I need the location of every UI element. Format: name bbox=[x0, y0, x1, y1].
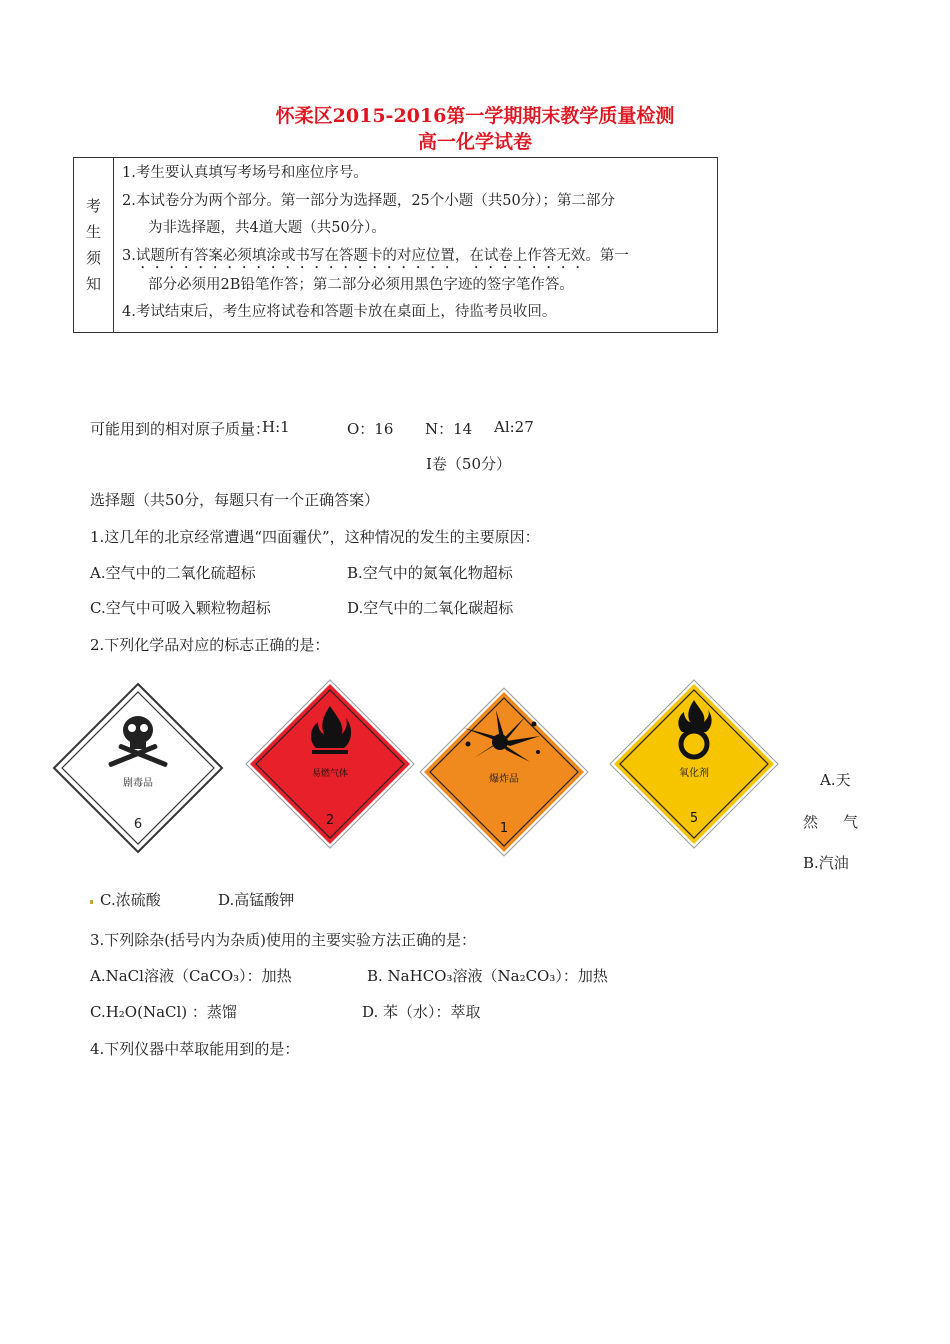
hazard-sign-number: 5 bbox=[689, 811, 699, 826]
notes-item-2-cont: 为非选择题，共4道大题（共50分）。 bbox=[148, 220, 386, 236]
exam-subtitle: 高一化学试卷 bbox=[417, 131, 532, 153]
candidate-notes-box bbox=[73, 157, 718, 333]
notes-side-char: 考 bbox=[85, 197, 101, 215]
atomic-mass-o: O：16 bbox=[347, 420, 394, 438]
notes-item-4: 4.考试结束后，考生应将试卷和答题卡放在桌面上，待监考员收回。 bbox=[122, 304, 557, 320]
question-3-option-d: D. 苯（水）：萃取 bbox=[362, 1003, 481, 1021]
hazard-sign-number: 2 bbox=[325, 813, 335, 828]
question-2-option-a-line2b: 气 bbox=[843, 813, 859, 831]
hazard-sign-label: 剧毒品 bbox=[123, 778, 153, 789]
question-2-stem: 2.下列化学品对应的标志正确的是： bbox=[90, 636, 330, 654]
hazard-sign-flammable-gas bbox=[246, 680, 414, 848]
hazard-sign-label: 爆炸品 bbox=[489, 774, 519, 785]
question-3-stem: 3.下列除杂(括号内为杂质)使用的主要实验方法正确的是： bbox=[90, 931, 477, 949]
notes-body bbox=[122, 160, 711, 327]
question-2-option-d: D.高锰酸钾 bbox=[218, 891, 295, 909]
notes-side-char: 须 bbox=[85, 249, 101, 267]
question-1-option-b: B.空气中的氮氧化物超标 bbox=[347, 564, 513, 582]
notes-item-2: 2.本试卷分为两个部分。第一部分为选择题，25个小题（共50分）；第二部分 bbox=[122, 192, 615, 209]
atomic-mass-n: N：14 bbox=[425, 420, 473, 438]
notes-item-3-tail: 。第一 bbox=[585, 247, 629, 264]
stray-mark bbox=[90, 900, 93, 904]
atomic-mass-h: H:1 bbox=[262, 418, 290, 436]
question-1-option-a: A.空气中的二氧化硫超标 bbox=[90, 564, 256, 582]
question-1-stem: 1.这几年的北京经常遭遇“四面霾伏”，这种情况的发生的主要原因： bbox=[90, 528, 540, 546]
hazard-sign-toxic bbox=[54, 684, 222, 852]
question-3-option-c: C.H₂O(NaCl) ：蒸馏 bbox=[90, 1003, 237, 1021]
notes-item-3-emphasis-2: 在试卷上作答无效 bbox=[469, 247, 586, 264]
question-1-option-d: D.空气中的二氧化碳超标 bbox=[347, 599, 514, 617]
notes-item-3-cont: 部分必须用2B铅笔作答；第二部分必须用黑色字迹的签字笔作答。 bbox=[148, 276, 574, 293]
notes-item-3 bbox=[122, 243, 711, 272]
question-2-option-a-line2a: 然 bbox=[803, 813, 819, 831]
question-1-option-c: C.空气中可吸入颗粒物超标 bbox=[90, 599, 271, 617]
question-3-option-b: B. NaHCO₃溶液（Na₂CO₃）：加热 bbox=[367, 967, 608, 985]
question-2-option-a-line1: A.天 bbox=[820, 771, 851, 789]
notes-side-label bbox=[74, 158, 114, 332]
question-3-option-a: A.NaCl溶液（CaCO₃）：加热 bbox=[90, 967, 292, 985]
notes-item-3-comma: ， bbox=[454, 247, 470, 264]
hazard-sign-label: 氧化剂 bbox=[679, 768, 709, 779]
part-one-title: Ⅰ卷（50分） bbox=[426, 455, 512, 473]
question-2-option-c: C.浓硫酸 bbox=[100, 891, 161, 909]
hazard-sign-number: 6 bbox=[133, 817, 143, 832]
hazard-sign-oxidizer bbox=[610, 680, 778, 848]
hazard-sign-number: 1 bbox=[499, 821, 509, 836]
atomic-masses-label: 可能用到的相对原子质量： bbox=[90, 420, 271, 438]
notes-item-3-num: 3. bbox=[122, 247, 136, 264]
hazard-sign-label: 易燃气体 bbox=[311, 769, 349, 779]
exam-title: 怀柔区2015-2016第一学期期末教学质量检测 bbox=[275, 105, 675, 127]
section-heading: 选择题（共50分，每题只有一个正确答案） bbox=[90, 491, 380, 509]
notes-side-char: 知 bbox=[85, 275, 101, 293]
question-4-stem: 4.下列仪器中萃取能用到的是： bbox=[90, 1040, 300, 1058]
question-2-option-b: B.汽油 bbox=[803, 854, 849, 872]
hazard-sign-explosive bbox=[420, 688, 588, 856]
hazard-signs-figure bbox=[50, 670, 800, 870]
notes-item-3-emphasis: 试题所有答案必须填涂或书写在答题卡的对应位置 bbox=[135, 247, 455, 264]
atomic-mass-al: Al:27 bbox=[494, 418, 534, 436]
notes-item-1: 1.考生要认真填写考场号和座位序号。 bbox=[122, 165, 368, 181]
notes-side-char: 生 bbox=[85, 223, 101, 241]
